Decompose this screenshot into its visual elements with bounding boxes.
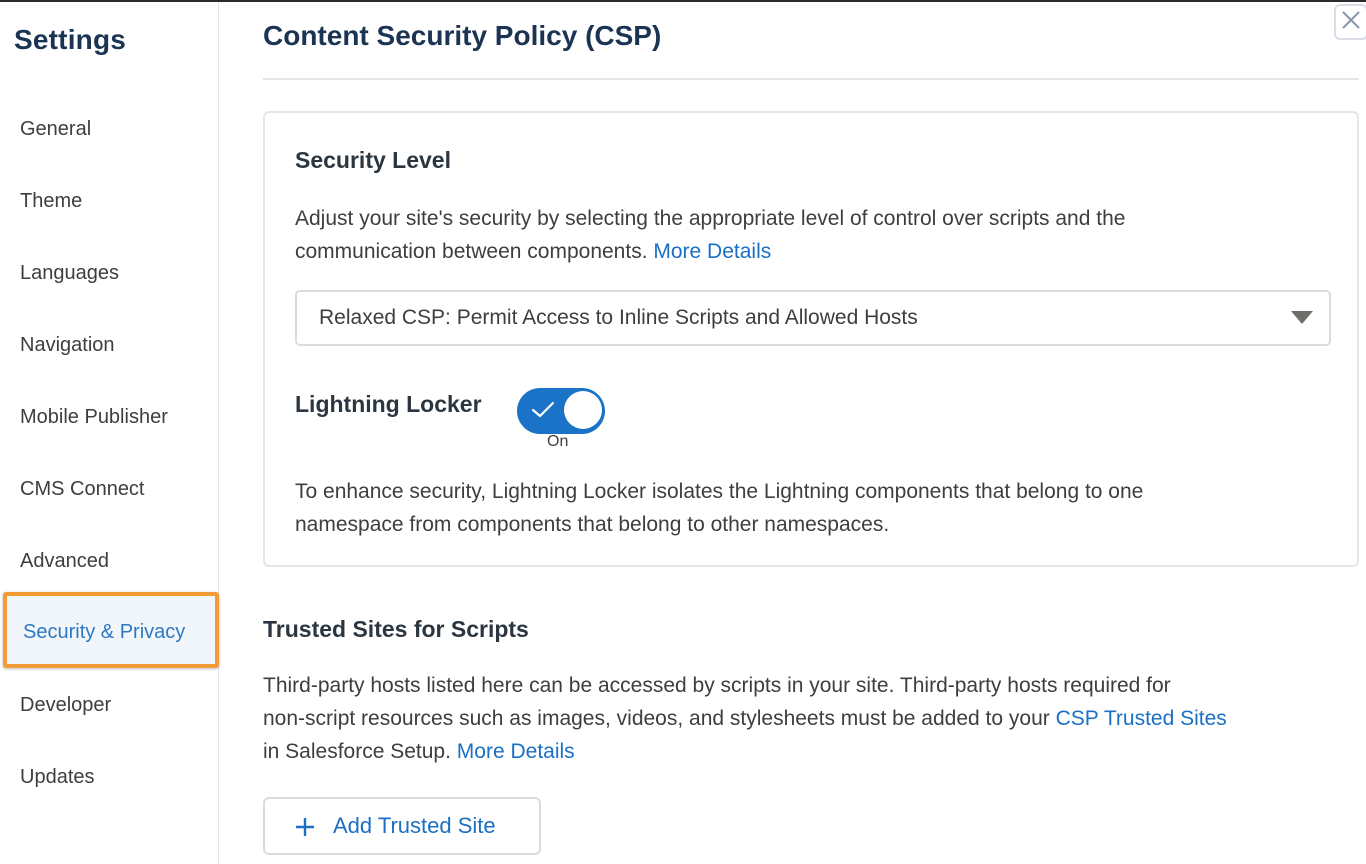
plus-icon: [295, 817, 315, 842]
security-level-description-line2: [295, 235, 1335, 268]
sidebar-item-navigation[interactable]: Navigation: [20, 334, 115, 356]
security-level-heading: Security Level: [295, 147, 451, 173]
sidebar-item-developer[interactable]: Developer: [20, 694, 112, 716]
sidebar-item-theme[interactable]: Theme: [20, 190, 83, 212]
chevron-down-icon: [1291, 311, 1313, 330]
lightning-locker-description: [295, 475, 1335, 541]
sidebar-item-general[interactable]: General: [20, 118, 92, 140]
page-title: Content Security Policy (CSP): [263, 20, 662, 51]
sidebar-title: Settings: [14, 24, 127, 55]
sidebar-item-mobile-publisher[interactable]: Mobile Publisher: [20, 406, 168, 428]
close-button[interactable]: [1334, 4, 1366, 40]
close-icon: [1340, 9, 1362, 36]
security-level-card: [263, 111, 1359, 567]
settings-sidebar: [0, 2, 219, 864]
sidebar-item-security-privacy[interactable]: Security & Privacy: [3, 592, 219, 668]
trusted-sites-description-line1: Third-party hosts listed here can be accessed by scripts in your site. Third-party hosts required for: [263, 674, 1171, 697]
main-panel: [219, 2, 1366, 864]
title-divider: [263, 78, 1359, 80]
security-level-select-value: Relaxed CSP: Permit Access to Inline Scripts and Allowed Hosts: [319, 306, 918, 329]
security-level-description-line2-text: communication between components.: [295, 240, 648, 263]
security-level-description: [295, 202, 1335, 268]
checkmark-icon: [531, 400, 555, 425]
lightning-locker-toggle-state: On: [547, 433, 569, 450]
security-level-select[interactable]: [295, 290, 1331, 346]
trusted-sites-description-line2-text: non-script resources such as images, videos, and stylesheets must be added to your: [263, 707, 1050, 730]
sidebar-item-updates[interactable]: Updates: [20, 766, 95, 788]
sidebar-item-cms-connect[interactable]: CMS Connect: [20, 478, 145, 500]
lightning-locker-description-line2: namespace from components that belong to other namespaces.: [295, 513, 890, 536]
lightning-locker-toggle[interactable]: [517, 388, 605, 434]
add-trusted-site-label: Add Trusted Site: [333, 813, 496, 838]
lightning-locker-label: Lightning Locker: [295, 391, 482, 417]
toggle-knob: [564, 391, 602, 429]
add-trusted-site-button[interactable]: [263, 797, 541, 855]
sidebar-item-advanced[interactable]: Advanced: [20, 550, 109, 572]
security-level-description-line1: Adjust your site's security by selecting the appropriate level of control over scripts and the: [295, 207, 1126, 230]
csp-trusted-sites-link[interactable]: CSP Trusted Sites: [1055, 707, 1227, 730]
trusted-sites-description-line3-text: in Salesforce Setup.: [263, 740, 451, 763]
trusted-sites-more-details-link[interactable]: More Details: [456, 740, 575, 763]
trusted-sites-heading: Trusted Sites for Scripts: [263, 616, 529, 642]
trusted-sites-description-line2: [263, 702, 1363, 735]
trusted-sites-description-line3: [263, 735, 1363, 768]
lightning-locker-description-line1: To enhance security, Lightning Locker isolates the Lightning components that belong to one: [295, 480, 1144, 503]
trusted-sites-description: [263, 669, 1363, 768]
sidebar-item-languages[interactable]: Languages: [20, 262, 119, 284]
security-level-more-details-link[interactable]: More Details: [653, 240, 772, 263]
